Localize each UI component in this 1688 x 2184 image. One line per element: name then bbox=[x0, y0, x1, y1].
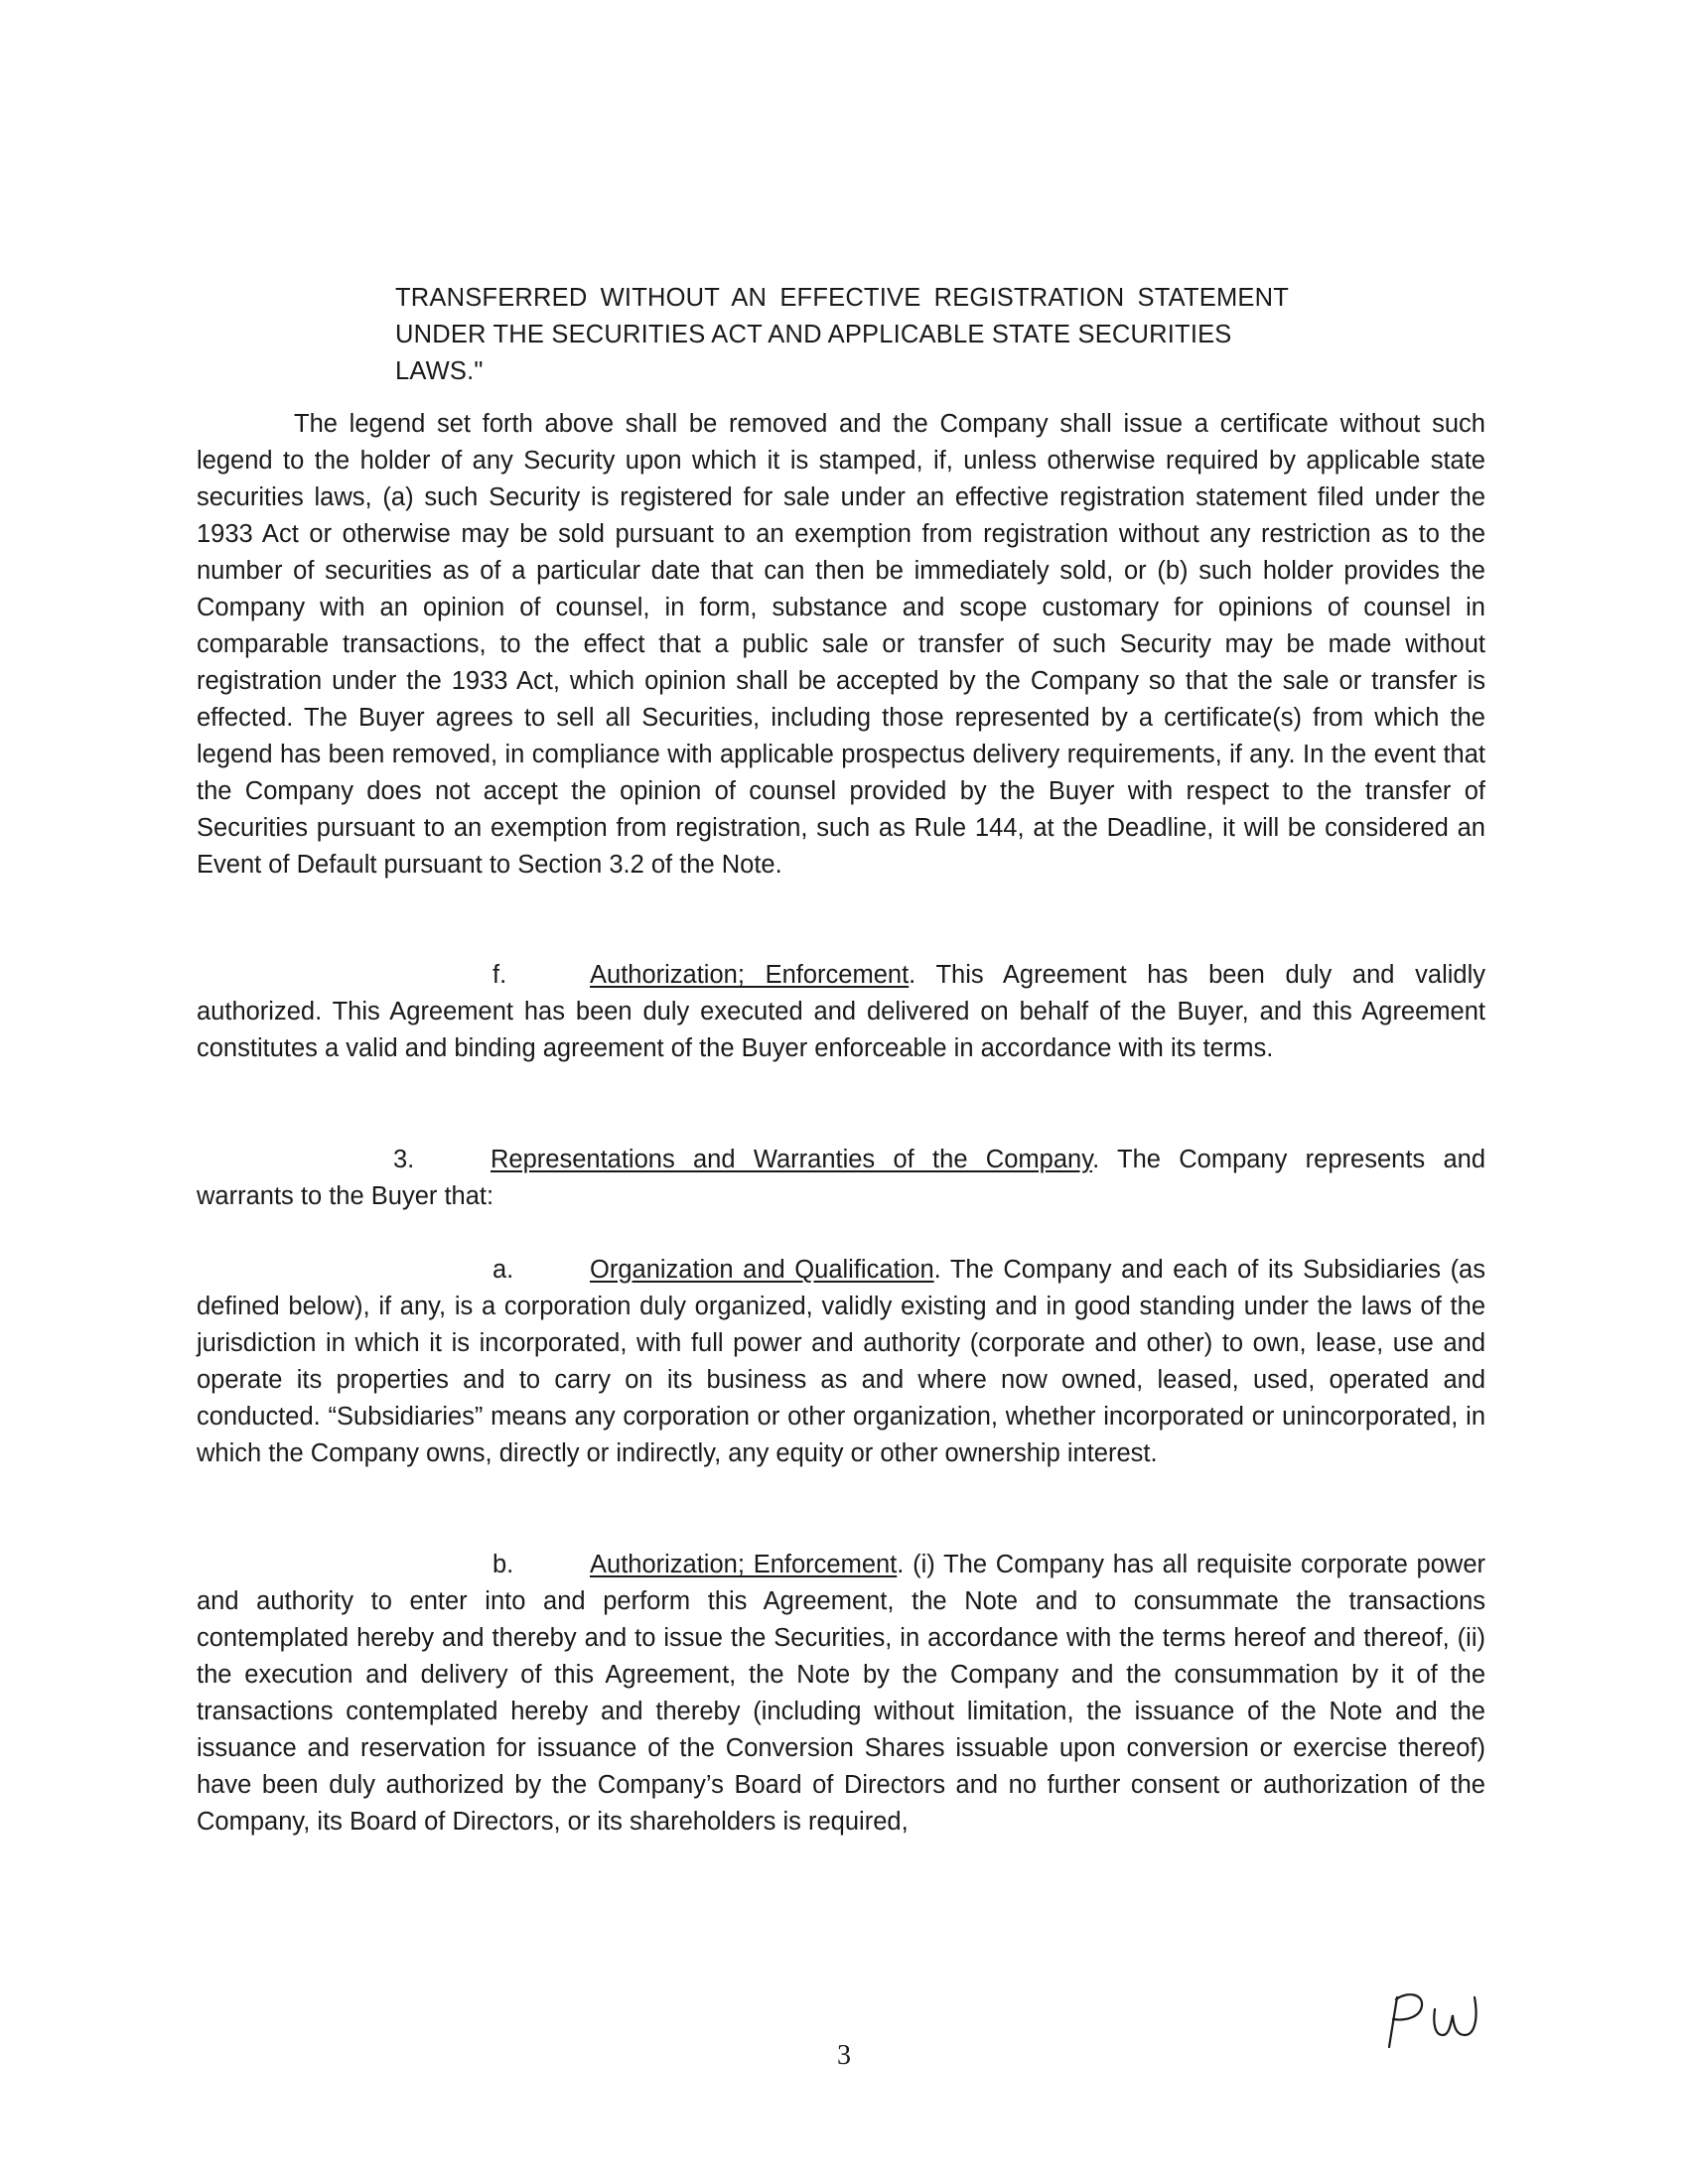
legend-text bbox=[395, 280, 1289, 390]
section-b-body: . (i) The Company has all requisite corporate power and authority to enter into and perform this Agreement, the Note and to consummate the transactions contemplated hereby and thereby and to issue the Securities, in accordance with the terms hereof and thereof, (ii) the execution and delivery of this Agreement, the Note by the Company and the consummation by it of the transactions contemplated hereby and thereby (including without limitation, the issuance of the Note and the issuance and reservation for issuance of the Conversion Shares issuable upon conversion or exercise thereof) have been duly authorized by the Company’s Board of Directors and no further consent or authorization of the Company, its Board of Directors, or its shareholders is required, bbox=[197, 1551, 1485, 1836]
section-f-heading: Authorization; Enforcement bbox=[590, 961, 910, 989]
legend-line-2: UNDER THE SECURITIES ACT AND APPLICABLE STATE SECURITIES LAWS." bbox=[395, 321, 1232, 385]
section-f-body: . This Agreement has been duly and validly authorized. This Agreement has been duly executed and delivered on behalf of the Buyer, and this Agreement constitutes a valid and binding agreement of the Buyer enforceable in accordance with its terms. bbox=[197, 961, 1485, 1062]
section-a-paragraph bbox=[197, 1252, 1485, 1472]
section-f-paragraph bbox=[197, 957, 1485, 1067]
legend-removal-text: The legend set forth above shall be removed and the Company shall issue a certificate without such legend to the holder of any Security upon which it is stamped, if, unless otherwise required by applicable state securities laws, (a) such Security is registered for sale under an effective registration statement filed under the 1933 Act or otherwise may be sold pursuant to an exemption from registration without any restriction as to the number of securities as of a particular date that can then be immediately sold, or (b) such holder provides the Company with an opinion of counsel, in form, substance and scope customary for opinions of counsel in comparable transactions, to the effect that a public sale or transfer of such Security may be made without registration under the 1933 Act, which opinion shall be accepted by the Company so that the sale or transfer is effected. The Buyer agrees to sell all Securities, including those represented by a certificate(s) from which the legend has been removed, in compliance with applicable prospectus delivery requirements, if any. In the event that the Company does not accept the opinion of counsel provided by the Buyer with respect to the transfer of Securities pursuant to an exemption from registration, such as Rule 144, at the Deadline, it will be considered an Event of Default pursuant to Section 3.2 of the Note. bbox=[197, 410, 1485, 879]
section-a-body: . The Company and each of its Subsidiaries (as defined below), if any, is a corporation duly organized, validly existing and in good standing under the laws of the jurisdiction in which it is incorporated, with full power and authority (corporate and other) to own, lease, use and operate its properties and to carry on its business as and where now owned, leased, used, operated and conducted. “Subsidiaries” means any corporation or other organization, whether incorporated or unincorporated, in which the Company owns, directly or indirectly, any equity or other ownership interest. bbox=[197, 1256, 1485, 1467]
section-a-number: a. bbox=[492, 1256, 514, 1284]
section-3-paragraph bbox=[197, 1142, 1485, 1215]
section-b-number: b. bbox=[492, 1551, 514, 1578]
section-3-heading: Representations and Warranties of the Company bbox=[491, 1146, 1093, 1173]
section-3-body: . The Company represents and warrants to the Buyer that: bbox=[197, 1146, 1485, 1210]
section-a-heading: Organization and Qualification bbox=[590, 1256, 934, 1284]
legend-line-1: TRANSFERRED WITHOUT AN EFFECTIVE REGISTRATION STATEMENT bbox=[395, 284, 1289, 312]
legend-removal-paragraph bbox=[197, 406, 1485, 884]
section-b-heading: Authorization; Enforcement bbox=[590, 1551, 898, 1578]
section-3-number: 3. bbox=[393, 1146, 415, 1173]
section-b-paragraph bbox=[197, 1547, 1485, 1841]
page-number: 3 bbox=[837, 2040, 851, 2071]
section-f-number: f. bbox=[492, 961, 507, 989]
